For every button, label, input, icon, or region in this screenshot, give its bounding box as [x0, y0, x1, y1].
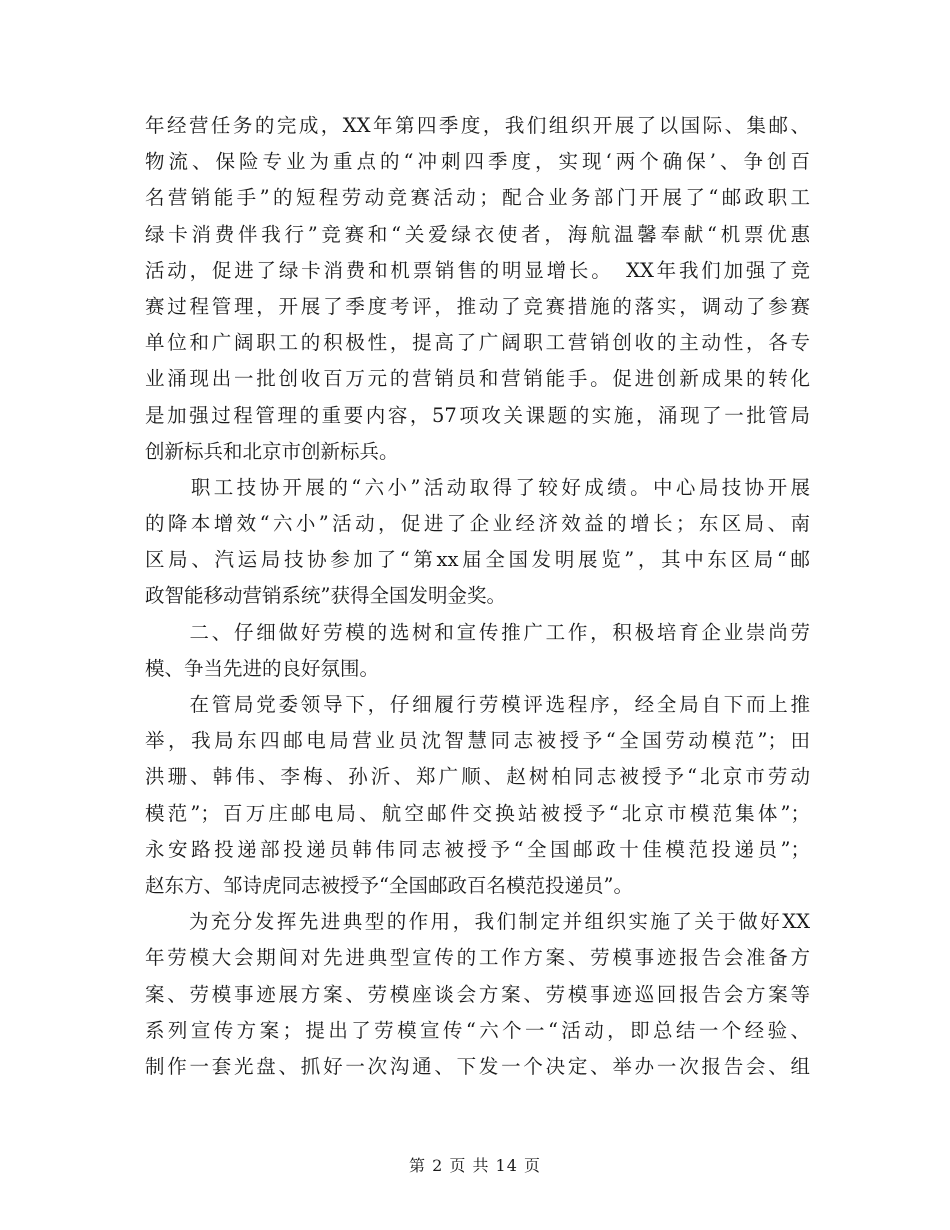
text-line-12: 的降本增效“六小”活动，促进了企业经济效益的增长；东区局、南 — [145, 512, 810, 536]
text-line-8: 业涌现出一批创收百万元的营销员和营销能手。促进创新成果的转化 — [145, 367, 810, 391]
text-line-20: 模范”；百万庄邮电局、航空邮件交换站被授予“北京市模范集体”； — [145, 801, 810, 825]
text-line-14: 政智能移动营销系统”获得全国发明金奖。 — [145, 584, 506, 608]
text-line-16: 模、争当先进的良好氛围。 — [145, 656, 380, 680]
text-line-1: 年经营任务的完成，XX年第四季度，我们组织开展了以国际、集邮、 — [145, 114, 810, 137]
text-line-25: 案、劳模事迹展方案、劳模座谈会方案、劳模事迹巡回报告会方案等 — [145, 982, 810, 1006]
text-line-18: 举，我局东四邮电局营业员沈智慧同志被授予“全国劳动模范”；田 — [145, 729, 810, 753]
text-line-15: 二、仔细做好劳模的选树和宣传推广工作，积极培育企业崇尚劳 — [145, 620, 810, 644]
text-line-10: 创新标兵和北京市创新标兵。 — [145, 439, 399, 463]
text-line-6: 赛过程管理，开展了季度考评，推动了竞赛措施的落实，调动了参赛 — [145, 294, 810, 318]
body-text — [145, 108, 810, 1085]
text-line-17: 在管局党委领导下，仔细履行劳模评选程序，经全局自下而上推 — [145, 693, 810, 716]
text-line-3: 名营销能手”的短程劳动竞赛活动；配合业务部门开展了“邮政职工 — [145, 186, 810, 210]
text-line-9: 是加强过程管理的重要内容，57项攻关课题的实施，涌现了一批管局 — [145, 403, 810, 427]
text-line-11: 职工技协开展的“六小”活动取得了较好成绩。中心局技协开展 — [145, 475, 810, 499]
text-line-24: 年劳模大会期间对先进典型宣传的工作方案、劳模事迹报告会准备方 — [145, 946, 810, 970]
text-line-21: 永安路投递部投递员韩伟同志被授予“全国邮政十佳模范投递员”； — [145, 837, 810, 861]
text-line-4: 绿卡消费伴我行”竞赛和“关爱绿衣使者，海航温馨奉献“机票优惠 — [145, 222, 810, 246]
text-line-26: 系列宣传方案；提出了劳模宣传“六个一“活动，即总结一个经验、 — [145, 1018, 810, 1042]
text-line-13: 区局、汽运局技协参加了“第xx届全国发明展览”，其中东区局“邮 — [145, 548, 810, 572]
text-line-5: 活动，促进了绿卡消费和机票销售的明显增长。 XX年我们加强了竞 — [145, 258, 810, 282]
text-line-19: 洪珊、韩伟、李梅、孙沂、郑广顺、赵树柏同志被授予“北京市劳动 — [145, 765, 810, 789]
text-line-22: 赵东方、邹诗虎同志被授予“全国邮政百名模范投递员”。 — [145, 873, 633, 897]
text-line-2: 物流、保险专业为重点的“冲刺四季度，实现‘两个确保’、争创百 — [145, 150, 810, 174]
text-line-23: 为充分发挥先进典型的作用，我们制定并组织实施了关于做好XX — [145, 910, 810, 934]
text-line-27: 制作一套光盘、抓好一次沟通、下发一个决定、举办一次报告会、组 — [145, 1054, 810, 1078]
page-footer: 第 2 页 共 14 页 — [409, 1156, 541, 1175]
text-line-7: 单位和广阔职工的积极性，提高了广阔职工营销创收的主动性，各专 — [145, 331, 810, 355]
